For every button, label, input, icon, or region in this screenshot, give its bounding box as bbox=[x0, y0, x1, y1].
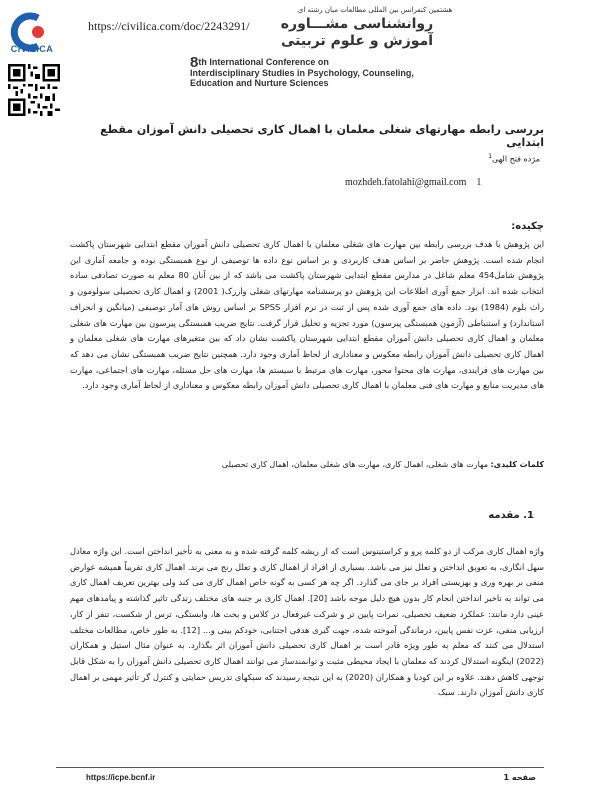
author-name bbox=[488, 153, 540, 164]
qr-code-icon bbox=[8, 64, 60, 116]
footer-url[interactable]: https://icpe.bcnf.ir bbox=[86, 773, 156, 782]
conference-title-fa-line2: آموزش و علوم تربیتی bbox=[280, 33, 434, 49]
author-email-number: 1 bbox=[476, 177, 482, 188]
author-email[interactable]: mozhdeh.fatolahi@gmail.com bbox=[345, 177, 467, 188]
document-url[interactable]: https://civilica.com/doc/2243291/ bbox=[88, 19, 250, 33]
introduction-heading: 1. مقدمه bbox=[488, 510, 534, 521]
conference-title-en bbox=[190, 54, 420, 88]
page-number: صفحه 1 bbox=[503, 773, 536, 782]
author-email-line bbox=[345, 177, 530, 188]
abstract-heading: چکیده: bbox=[511, 221, 544, 232]
author-affiliation-mark: 1 bbox=[488, 153, 493, 160]
introduction-text: واژه اهمال کاری مرکب از دو کلمه پرو و کراستینوس است که از ریشه کلمه گرفته شده و به معنی به تأخیر انداختن است. این واژه معادل سهل انگاری، به تعویق انداختن و تعلل نیز می باشد. بسیاری از افراد از اهمال کاری و تعلل رنج می برند. اهمال کاری تقریباً همیشه عوارض منفی بر بهره وری و بهزیستی افراد بر جای می گذارد. اگر چه هر کسی به گونه خاص اهمال کاری می کند ولی بهترین تعریف اهمال کاری می تواند به تاخیر انداختن انجام کار بدون هیچ دلیل موجه باشد [20]. اهمال کاری بر جنبه های مختلف زندگی تاثیر گذاشته و پیامدهای مهم عینی دارد مانند: عملکرد ضعیف تحصیلی، نمرات پایین تر و شرکت غیرفعال در کلاس و بحث ها، وابستگی، ترس از شکست، تنفر از کار، ارزیابی منفی، عزت نفس پایین، درماندگی آموخته شده، جهت گیری هدفی اجتنابی، خودکم بینی و... [12]. به طور خاص، مطالعات مختلف استدلال می کنند که معلم به طور ویژه قادر است بر اهمال کاری تحصیلی دانش آموزان اثر بگذارد. به عنوان مثال استیل و همکاران (2022) اینگونه استدلال کردند که معلمان با ایجاد محیطی مثبت و توانمندساز می توانند اهمال کاری تحصیلی دانش آموزان را به شکل قابل توجهی کاهش دهند. علاوه بر این کودیا و همکاران (2020) به این نتیجه رسیدند که سبکهای تدریس حمایتی و کنترل گر تأثیر مهمی بر اهمال کاری دانش آموزان دارند. سبک bbox=[70, 546, 545, 698]
conference-number: 8 bbox=[190, 54, 199, 71]
conference-title-fa-line1: روانشناسی مشـــاوره bbox=[280, 16, 434, 32]
conference-en-line3: Education and Nurture Sciences bbox=[190, 78, 329, 88]
conference-title-fa bbox=[232, 16, 482, 50]
conference-en-line2: Interdisciplinary Studies in Psychology, Counseling, bbox=[190, 68, 414, 78]
author-name-text: مژده فتح الهی bbox=[492, 154, 540, 164]
paper-title: بررسی رابطه مهارتهای شغلی معلمان با اهمال کاری تحصیلی دانش آموزان مقطع ابتدایی bbox=[100, 123, 544, 149]
footer-divider bbox=[56, 767, 544, 768]
abstract-text: این پژوهش با هدف بررسی رابطه بین مهارت های شغلی معلمان با اهمال کاری تحصیلی دانش آموزان مقطع ابتدایی شهرستان پاکشت انجام شده است. پژوهش حاضر بر اساس هدف کاربردی و بر اساس نوع داده ها توصیفی از نوع همبستگی بوده و جامعه آماری این پژوهش شامل454 معلم شاغل در مدارس مقطع ابتدایی شهرستان پاکشت می باشد که از بین آنان 80 معلم به صورت تصادفی ساده انتخاب شده اند. ابزار جمع آوری اطلاعات این پژوهش دو پرسشنامه مهارتهای شغلی وارزک( 2001) و اهمال کاری تحصیلی سولومون و راث بلوم (1984) بود. داده های جمع آوری شده پس از ثبت در نرم افزار SPSS بر اساس روش های آمار توصیفی (میانگین و انحراف استاندارد) و استنباطی (آزمون همبستگی پیرسون) مورد تجزیه و تحلیل قرار گرفت. نتایج ضریب همبستگی پیرسون بین مهارت های شغلی معلمان و اهمال کاری تحصیلی دانش آموزان مقطع ابتدایی شهرستان پاکشت نشان داد که بین متغیرهای مهارت های شغلی معلمان و اهمال کاری تحصیلی دانش آموزان رابطه معکوس و معناداری از لحاظ آماری وجود دارد. همچنین نتایج ضریب همبستگی نشان می دهد که بین مهارت های فرایندی، مهارت های محتوا محور، مهارت های مرتبط با سیستم ها، مهارت های حل مسئله، مهارت های اجتماعی، مهارت های مدیریت منابع و مهارت های فنی معلمان با اهمال کاری تحصیلی دانش آموزان رابطه معکوس و معناداری از لحاظ آماری وجود دارد. bbox=[70, 239, 544, 391]
keywords-text: مهارت های شغلی، اهمال کاری، مهارت های شغلی معلمان، اهمال کاری تحصیلی bbox=[221, 460, 488, 469]
keywords-label: کلمات کلیدی: bbox=[490, 460, 544, 469]
civilica-logo-text: CIVILICA bbox=[10, 44, 54, 54]
conference-en-line1: th International Conference on bbox=[198, 57, 329, 67]
conference-subtitle-fa: هشتمین کنفرانس بین المللی مطالعات میان رشته ای bbox=[297, 6, 453, 14]
keywords bbox=[70, 460, 544, 469]
